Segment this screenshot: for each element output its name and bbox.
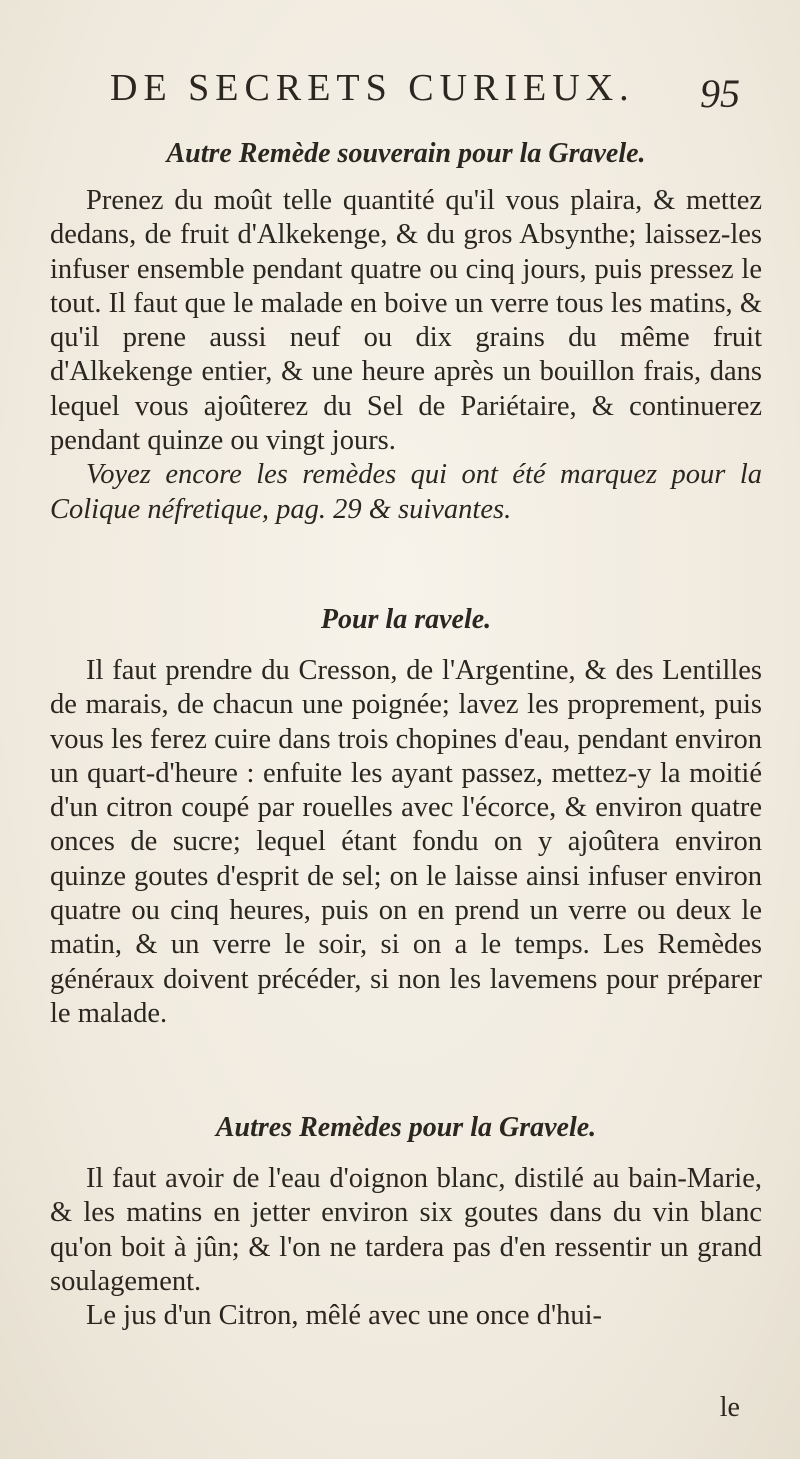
section-2-title: Pour la ravele. (320, 604, 492, 635)
section-1 (50, 138, 762, 527)
section-2-paragraph-1: Il faut prendre du Cresson, de l'Argentine, & des Lentilles de marais, de chacun une poignée; lavez les proprement, puis vous les ferez cuire dans trois chopines d'eau, pendant environ un quart-d'heure : enfuite les ayant passez, mettez-y la moitié d'un citron coupé par rouelles avec l'écorce, & environ quatre onces de sucre; lequel étant fondu on y ajoûtera environ quinze goutes d'esprit de sel; on le laisse ainsi infuser environ quatre ou cinq heures, puis on en prend un verre ou deux le matin, & un verre le soir, si on a le temps. Les Remèdes généraux doivent précéder, si non les lavemens pour préparer le malade. (50, 655, 762, 1029)
page-header (110, 58, 740, 118)
section-2 (50, 604, 762, 1031)
section-3-paragraph-1: Il faut avoir de l'eau d'oignon blanc, distilé au bain-Marie, & les matins en jetter environ six goutes dans du vin blanc qu'on boit à jûn; & l'on ne tardera pas d'en ressentir un grand soulagement. (50, 1163, 762, 1297)
page-number: 95 (700, 71, 740, 116)
section-3 (50, 1112, 762, 1333)
section-3-title: Autres Remèdes pour la Gravele. (215, 1112, 597, 1143)
catchword: le (719, 1392, 740, 1423)
section-3-paragraph-2: Le jus d'un Citron, mêlé avec une once d'hui- (86, 1300, 602, 1332)
running-head: DE SECRETS CURIEUX. (110, 67, 635, 109)
section-1-note: Voyez encore les remèdes qui ont été marquez pour la Colique néfretique, pag. 29 & suivantes. (50, 459, 762, 525)
section-1-paragraph-1: Prenez du moût telle quantité qu'il vous plaira, & mettez dedans, de fruit d'Alkekenge, & du gros Absynthe; laissez-les infuser ensemble pendant quatre ou cinq jours, puis pressez le tout. Il faut que le malade en boive un verre tous les matins, & qu'il prene aussi neuf ou dix grains du même fruit d'Alkekenge entier, & une heure après un bouillon frais, dans lequel vous ajoûterez du Sel de Pariétaire, & continuerez pendant quinze ou vingt jours. (50, 185, 762, 457)
section-1-title: Autre Remède souverain pour la Gravele. (166, 138, 646, 169)
